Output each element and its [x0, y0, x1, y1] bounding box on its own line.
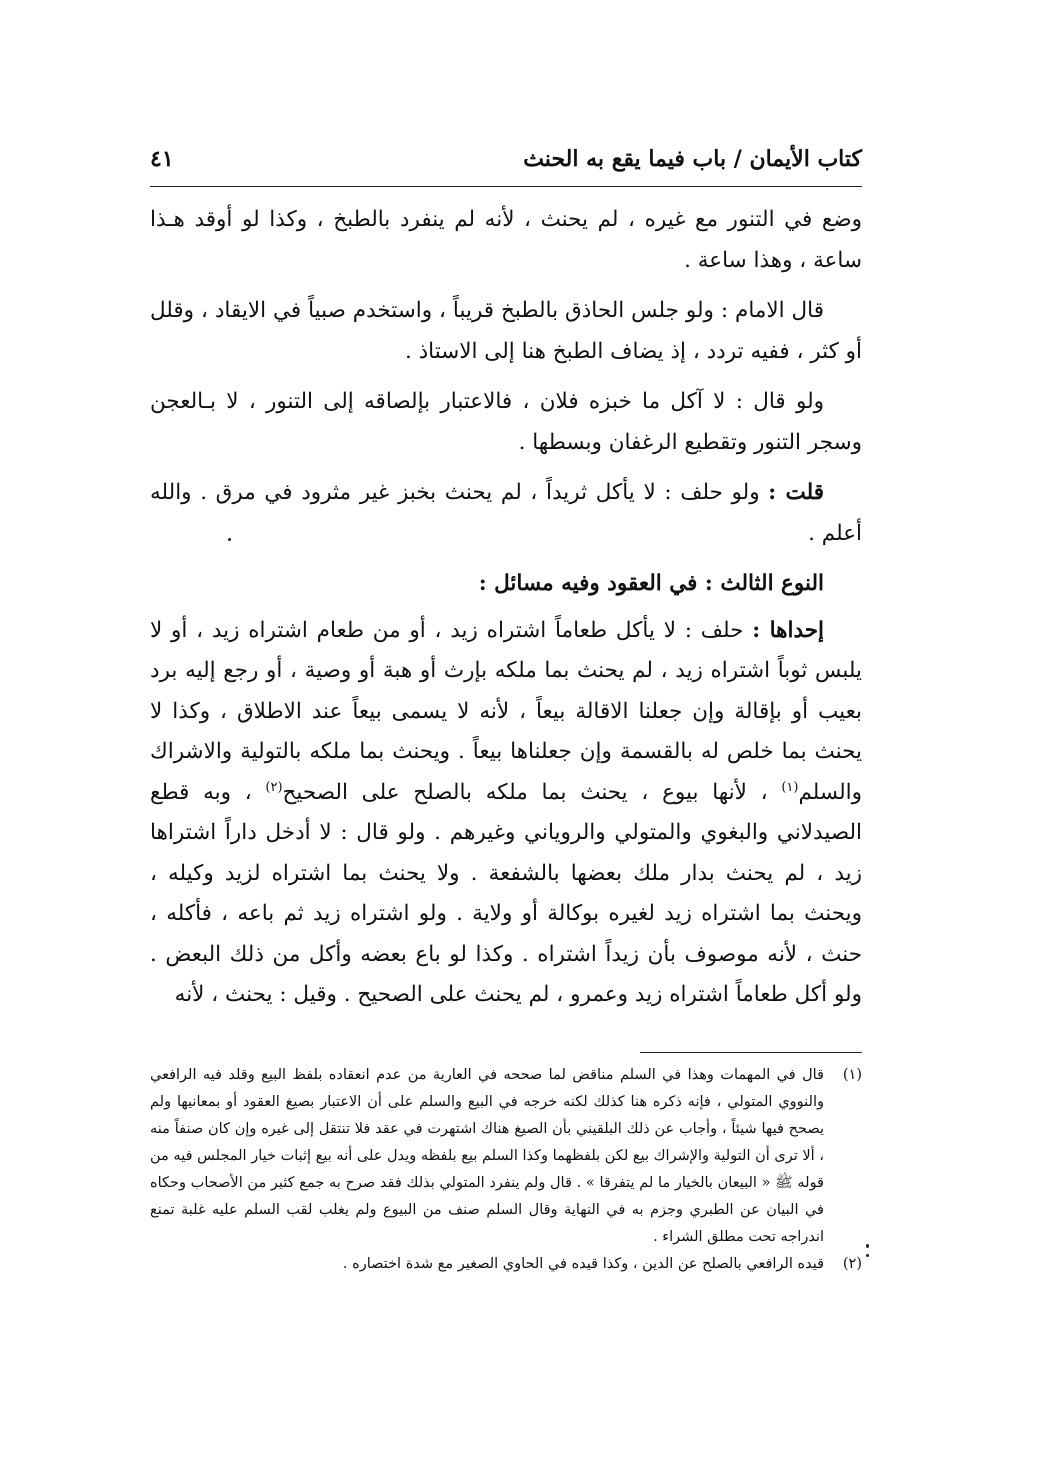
footnote-ref-1[interactable]: (١) [781, 779, 799, 795]
paragraph-4-text: ولو حلف : لا يأكل ثريداً ، لم يحنث بخبز غير مثرود في مرق . والله أعلم . [150, 480, 862, 546]
footnote-1-number: (١) [842, 1067, 862, 1083]
scan-speck [866, 1244, 869, 1248]
running-header [150, 140, 862, 186]
page-number: ٤١ [150, 146, 174, 172]
footnote-1 [150, 1062, 862, 1251]
paragraph-5-lead: إحداها : [752, 617, 824, 643]
main-text [150, 200, 862, 1016]
header-divider [150, 186, 862, 187]
footnote-2-number: (٢) [842, 1256, 862, 1272]
footnote-2-text: قيده الرافعي بالصلح عن الدين ، وكذا قيده في الحاوي الصغير مع شدة اختصاره . [342, 1256, 824, 1272]
footnote-2 [150, 1251, 862, 1278]
paragraph-2: قال الامام : ولو جلس الحاذق بالطبخ قريباً ، واستخدم صبياً في الايقاد ، وقلل أو كثر ، ففيه تردد ، إذ يضاف الطبخ هنا إلى الاستاذ . [150, 298, 862, 364]
footnote-ref-2[interactable]: (٢) [265, 779, 283, 795]
section-heading: النوع الثالث : في العقود وفيه مسائل : [478, 571, 824, 596]
paragraph-3: ولو قال : لا آكل ما خبزه فلان ، فالاعتبار بإلصاقه إلى التنور ، لا بـالعجن وسجر التنور وتقطيع الرغفان وبسطها . [150, 389, 862, 455]
paragraph-5-text-a: حلف : لا يأكل طعاماً اشتراه زيد ، أو من طعام اشتراه زيد ، أو لا يلبس ثوباً اشتراه زيد ، لم يحنث بما ملكه بإرث أو هبة أو وصية ، أو رجع إليه برد بعيب أو بإقالة وإن جعلنا الاقالة بيعاً ، لأنه لا يسمى بيعاً عند الاطلاق ، وكذا لا يحنث بما خلص له بالقسمة وإن جعلناها بيعاً . ويحنث بما ملكه بالتولية والاشراك والسلم [150, 617, 862, 805]
chapter-title: كتاب الأيمان / باب فيما يقع به الحنث [523, 146, 862, 172]
paragraph-4 [150, 473, 862, 554]
scan-speck [866, 1254, 869, 1257]
paragraph-4-lead: قلت : [768, 480, 824, 505]
paragraph-5 [150, 611, 862, 1016]
footnotes [150, 1062, 862, 1278]
paragraph-5-text-b: ، لأنها بيوع ، يحنث بما ملكه بالصلح على الصحيح [282, 779, 782, 805]
footnote-1-text: قال في المهمات وهذا في السلم مناقض لما صححه في العارية من عدم انعقاده بلفظ البيع وقلد فيه الرافعي والنووي المتولي ، فإنه ذكره هنا كذلك لكنه خرجه في البيع والسلم على أن الاعتبار بصيغ العقود أو بمعانيها ولم يصحح فيها شيئاً ، وأجاب عن ذلك البلقيني بأن الصيغ هناك اشتهرت في عقد فلا تنتقل إلى غيره وإن كان صنفاً منه ، ألا ترى أن التولية والإشراك بيع لكن بلفظهما وكذا السلم بيع بلفظه ويدل على أنه بيع إثبات خيار المجلس فيه من قوله ﷺ « البيعان بالخيار ما لم يتفرقا » . قال ولم ينفرد المتولي بذلك فقد صرح به جمع كثير من الأصحاب وحكاه في البيان عن الطبري وجزم به في النهاية وقال السلم صنف من البيوع ولم يغلب لقب السلم عليه غلبة تمنع اندراجه تحت مطلق الشراء . [150, 1067, 824, 1245]
scan-speck [228, 538, 231, 541]
paragraph-5-text-c: ، وبه قطع الصيدلاني والبغوي والمتولي والروياني وغيرهم . ولو قال : لا أدخل داراً اشتراها زيد ، لم يحنث بدار ملك بعضها بالشفعة . ولا يحنث بما اشتراه لزيد وكيله ، ويحنث بما اشتراه زيد لغيره بوكالة أو ولاية . ولو اشتراه زيد ثم باعه ، فأكله ، حنث ، لأنه موصوف بأن زيداً اشتراه . وكذا لو باع بعضه وأكل من ذلك البعض . ولو أكل طعاماً اشتراه زيد وعمرو ، لم يحنث على الصحيح . وقيل : يحنث ، لأنه [150, 779, 862, 1007]
paragraph-1: وضع في التنور مع غيره ، لم يحنث ، لأنه لم ينفرد بالطبخ ، وكذا لو أوقد هـذا ساعة ، وهذا ساعة . [150, 207, 862, 273]
footnote-divider [640, 1052, 862, 1053]
